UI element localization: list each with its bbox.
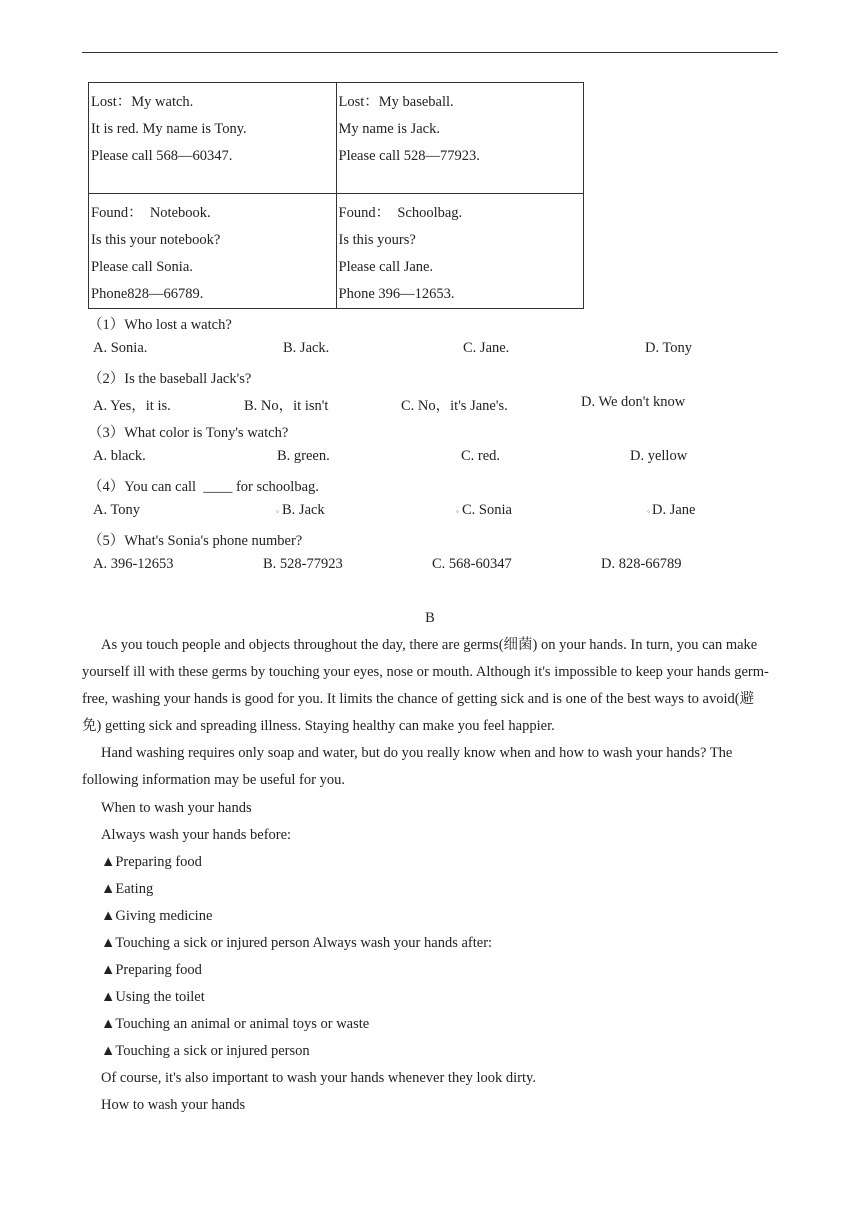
notice-line: Lost：My watch. — [91, 94, 194, 110]
notice-line: Lost：My baseball. — [338, 94, 454, 110]
question-3-option-d: D. yellow — [630, 448, 688, 464]
list-item: ▲Using the toilet — [101, 989, 205, 1005]
passage-line: Always wash your hands before: — [101, 827, 292, 843]
bullet-mark: ◦ — [647, 507, 650, 516]
question-3-option-a: A. black. — [93, 448, 146, 464]
notice-line: Please call Sonia. — [91, 259, 193, 275]
question-1-option-a: A. Sonia. — [93, 340, 148, 356]
passage-line: When to wash your hands — [101, 800, 252, 816]
question-3-stem: （3）What color is Tony's watch? — [88, 425, 289, 441]
passage-line: How to wash your hands — [101, 1097, 246, 1113]
notice-line: It is red. My name is Tony. — [91, 121, 247, 137]
list-item: ▲Touching a sick or injured person Always wash your hands after: — [101, 935, 493, 951]
question-5-option-d: D. 828-66789 — [601, 556, 682, 572]
bullet-mark: ◦ — [276, 507, 279, 516]
question-1-stem: （1）Who lost a watch? — [88, 317, 232, 333]
question-2-option-c: C. No，it's Jane's. — [401, 398, 508, 414]
notice-line: Please call Jane. — [338, 259, 434, 275]
question-1-option-b: B. Jack. — [283, 340, 330, 356]
passage-line: Of course, it's also important to wash your hands whenever they look dirty. — [101, 1070, 536, 1086]
header-rule — [82, 52, 778, 53]
question-3-option-b: B. green. — [277, 448, 330, 464]
passage-paragraph: Hand washing requires only soap and water, but do you really know when and how to wash your hands? The following information may be useful for you. — [82, 745, 733, 788]
notice-found-notebook — [89, 194, 337, 309]
bullet-mark: ◦ — [456, 507, 459, 516]
question-4-option-a: A. Tony — [93, 502, 141, 518]
question-4-stem: （4）You can call ____ for schoolbag. — [88, 479, 319, 495]
list-item: ▲Giving medicine — [101, 908, 213, 924]
notice-line: Is this your notebook? — [91, 232, 221, 248]
notice-line: Found： Notebook. — [91, 205, 211, 221]
question-4-option-c: C. Sonia — [462, 502, 512, 518]
notice-line: Please call 568—60347. — [91, 148, 233, 164]
question-1-option-d: D. Tony — [645, 340, 693, 356]
notice-line: Phone 396—12653. — [338, 286, 455, 302]
question-1-option-c: C. Jane. — [463, 340, 510, 356]
notice-line: Is this yours? — [338, 232, 416, 248]
question-5-option-b: B. 528-77923 — [263, 556, 343, 572]
list-item: ▲Touching an animal or animal toys or waste — [101, 1016, 370, 1032]
question-2-option-d: D. We don't know — [581, 394, 686, 410]
section-heading: B — [425, 610, 435, 626]
notice-line: Phone828—66789. — [91, 286, 204, 302]
lost-found-table — [88, 82, 584, 309]
question-3-option-c: C. red. — [461, 448, 501, 464]
list-item: ▲Touching a sick or injured person — [101, 1043, 310, 1059]
list-item: ▲Eating — [101, 881, 154, 897]
notice-line: Found： Schoolbag. — [338, 205, 463, 221]
question-5-option-c: C. 568-60347 — [432, 556, 512, 572]
question-5-option-a: A. 396-12653 — [93, 556, 174, 572]
question-2-stem: （2）Is the baseball Jack's? — [88, 371, 252, 387]
list-item: ▲Preparing food — [101, 854, 202, 870]
passage-paragraph: As you touch people and objects throughout the day, there are germs(细菌) on your hands. In turn, you can make yourself ill with these germs by touching your eyes, nose or mouth. Although it's impossible to keep your hands germ-free, washing your hands is good for you. It limits the chance of getting sick and is one of the best ways to avoid(避免) getting sick and spreading illness. Staying healthy can make you feel happier. — [82, 637, 769, 734]
notice-found-schoolbag — [336, 194, 584, 309]
notice-line: My name is Jack. — [338, 121, 440, 137]
notice-lost-watch — [89, 83, 337, 194]
question-5-stem: （5）What's Sonia's phone number? — [88, 533, 303, 549]
question-2-option-a: A. Yes，it is. — [93, 398, 171, 414]
list-item: ▲Preparing food — [101, 962, 202, 978]
question-2-option-b: B. No，it isn't — [244, 398, 329, 414]
question-4-option-b: B. Jack — [282, 502, 325, 518]
notice-line: Please call 528—77923. — [338, 148, 480, 164]
question-4-option-d: D. Jane — [652, 502, 696, 518]
notice-lost-baseball — [336, 83, 584, 194]
